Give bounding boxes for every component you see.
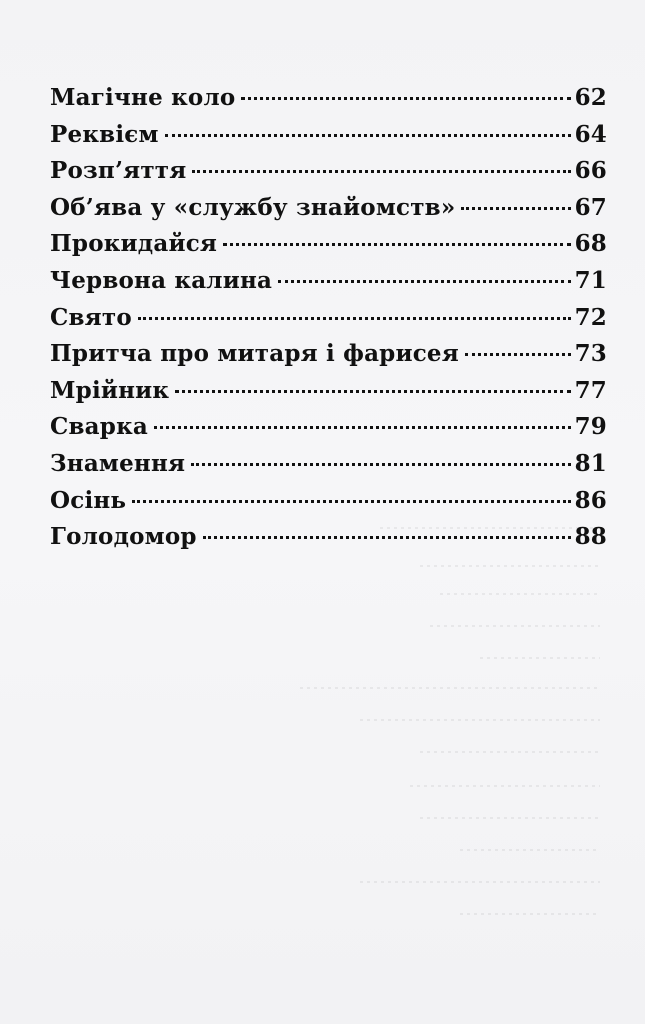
toc-entry-page: 88 xyxy=(574,523,607,551)
toc-entry-page: 67 xyxy=(574,193,607,221)
toc-entry xyxy=(50,413,607,450)
toc-entry-page: 62 xyxy=(574,84,607,111)
toc-dot-leader xyxy=(175,390,570,393)
toc-entry-title: Мрійник xyxy=(50,376,170,404)
toc-entry-page: 79 xyxy=(574,413,607,441)
toc-entry-title: Осінь xyxy=(50,486,127,514)
toc-entry-page: 66 xyxy=(574,157,607,185)
toc-entry-page: 73 xyxy=(574,340,607,368)
toc-dot-leader xyxy=(278,280,570,283)
toc-dot-leader xyxy=(165,134,571,137)
toc-entry-title: Об’ява у «службу знайомств» xyxy=(50,193,456,221)
toc-entry xyxy=(50,340,607,377)
toc-entry xyxy=(50,487,607,524)
toc-entry-title: Сварка xyxy=(50,413,148,441)
toc-dot-leader xyxy=(461,207,570,210)
toc-entry-page: 68 xyxy=(574,230,607,258)
toc-dot-leader xyxy=(132,500,570,503)
table-of-contents xyxy=(50,84,607,560)
toc-entry-title: Розп’яття xyxy=(50,157,187,185)
toc-entry-page: 64 xyxy=(574,120,607,148)
toc-entry-title: Червона калина xyxy=(50,266,273,294)
toc-entry xyxy=(50,194,607,231)
toc-entry-page: 72 xyxy=(574,303,607,331)
toc-dot-leader xyxy=(203,536,571,539)
toc-dot-leader xyxy=(138,317,571,320)
toc-entry-page: 86 xyxy=(574,486,607,514)
toc-entry xyxy=(50,84,607,121)
toc-entry-title: Притча про митаря і фарисея xyxy=(50,340,459,368)
toc-dot-leader xyxy=(223,243,570,246)
toc-entry-page: 71 xyxy=(574,266,607,294)
toc-entry xyxy=(50,377,607,414)
toc-entry xyxy=(50,304,607,341)
toc-entry-page: 81 xyxy=(574,449,607,477)
toc-entry xyxy=(50,230,607,267)
toc-entry-title: Голодомор xyxy=(50,523,197,551)
toc-dot-leader xyxy=(241,97,570,100)
toc-entry xyxy=(50,121,607,158)
toc-entry xyxy=(50,450,607,487)
toc-entry-title: Магічне коло xyxy=(50,84,236,111)
toc-entry-title: Знамення xyxy=(50,449,186,477)
toc-dot-leader xyxy=(465,353,571,356)
toc-entry-title: Реквієм xyxy=(50,120,159,148)
toc-entry-title: Свято xyxy=(50,303,132,331)
toc-entry-title: Прокидайся xyxy=(50,230,218,258)
toc-entry xyxy=(50,523,607,560)
toc-dot-leader xyxy=(154,426,571,429)
toc-dot-leader xyxy=(191,463,570,466)
toc-entry-page: 77 xyxy=(574,376,607,404)
toc-entry xyxy=(50,267,607,304)
toc-entry xyxy=(50,157,607,194)
toc-dot-leader xyxy=(192,170,570,173)
